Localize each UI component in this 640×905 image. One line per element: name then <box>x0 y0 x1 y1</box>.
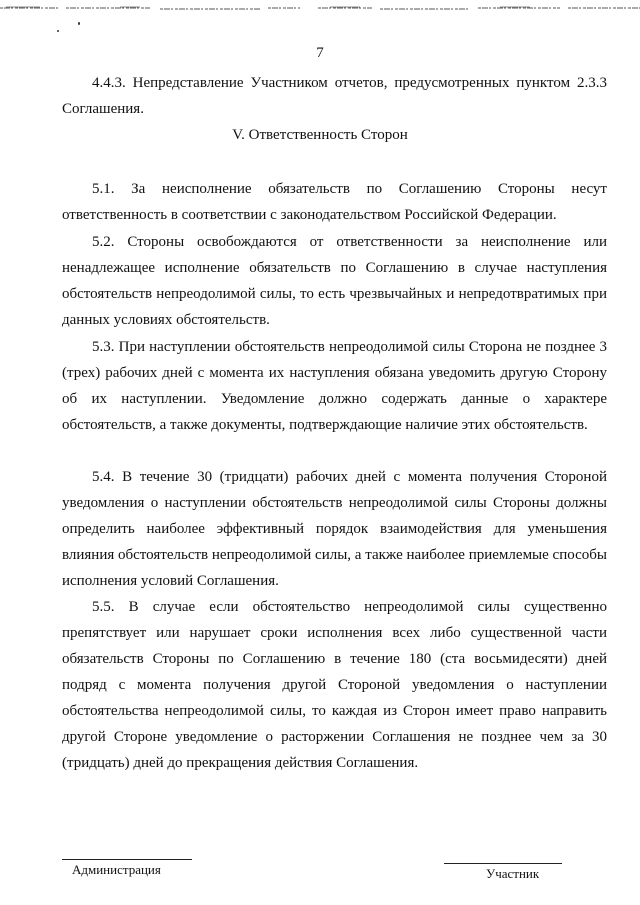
paragraph-5-5: 5.5. В случае если обстоятельство непреодолимой силы существенно препятствует или нарушает сроки исполнения всех либо существенной части обязательств Стороны по Соглашению в течение 180 (ста восьмидесяти) дней подряд с момента получения другой Стороной уведомления о наступлении обстоятельства непреодолимой силы, то каждая из Сторон имеет право направить другой Стороне уведомление о расторжении Соглашения не позднее чем за 30 (тридцать) дней до прекращения действия Соглашения. <box>62 599 607 771</box>
scan-speck <box>78 22 80 25</box>
scan-speck <box>57 30 59 32</box>
signature-label-left: Администрация <box>72 862 161 877</box>
page-number: 7 <box>316 45 324 61</box>
section-heading: V. Ответственность Сторон <box>232 127 408 143</box>
signature-line-left <box>62 859 192 860</box>
paragraph-5-4: 5.4. В течение 30 (тридцати) рабочих дней с момента получения Стороной уведомления о наступлении обстоятельств непреодолимой силы Стороны должны определить наиболее эффективный порядок взаимодействия для уменьшения влияния обстоятельств непреодолимой силы, а также наиболее приемлемые способы исполнения условий Соглашения. <box>62 469 607 589</box>
paragraph-5-3: 5.3. При наступлении обстоятельств непреодолимой силы Сторона не позднее 3 (трех) рабочих дней с момента их наступления обязана уведомить другую Сторону об их наступлении. Уведомление должно содержать данные о характере обстоятельств, а также документы, подтверждающие наличие этих обстоятельств. <box>62 339 607 433</box>
paragraph-4-4-3: 4.4.3. Непредставление Участником отчетов, предусмотренных пунктом 2.3.3 Соглашения. <box>62 75 607 117</box>
paragraph-5-2: 5.2. Стороны освобождаются от ответственности за неисполнение или ненадлежащее исполнение обязательств по Соглашению в случае наступления обстоятельств непреодолимой силы, то есть чрезвычайных и непредотвратимых при данных условиях обстоятельств. <box>62 234 607 328</box>
paragraph-5-1: 5.1. За неисполнение обязательств по Соглашению Стороны несут ответственность в соответствии с законодательством Российской Федерации. <box>62 181 607 223</box>
scan-artifact-top <box>0 4 640 12</box>
signature-label-right: Участник <box>486 866 540 881</box>
signature-line-right <box>444 863 562 864</box>
